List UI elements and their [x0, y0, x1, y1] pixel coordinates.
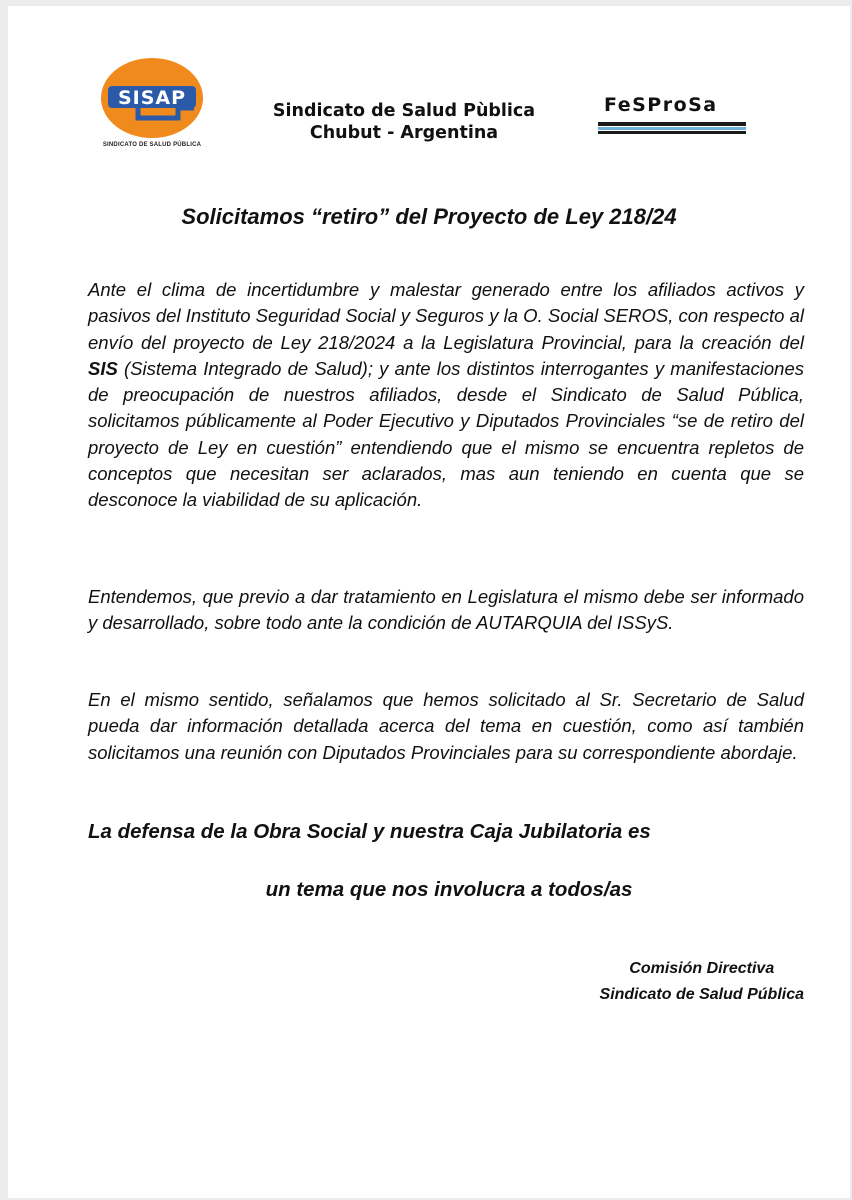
sisap-logo-text: SISAP [117, 87, 187, 109]
closing-line-2: un tema que nos involucra a todos/as [265, 878, 633, 901]
header-title [254, 100, 554, 144]
fesprosa-logo-text: FeSProSa [604, 94, 718, 116]
document-page [8, 6, 850, 1198]
document-title: Solicitamos “retiro” del Proyecto de Ley 218/24 [181, 204, 677, 229]
signature-line-1: Comisión Directiva [629, 960, 775, 977]
signature-block [600, 956, 804, 1008]
paragraph-1-bold: SIS [88, 357, 118, 379]
paragraph-1-text-a: Ante el clima de incertidumbre y malestar generado entre los afiliados activos y pasivos del Instituto Seguridad Social y Seguros y la O. Social SEROS, con respecto al envío del proyecto de Ley 218/2024 a la Legislatura Provincial, para la creación del [88, 279, 804, 353]
header-title-line1: Sindicato de Salud Pùblica [272, 101, 536, 121]
fesprosa-logo-bar [598, 122, 746, 126]
paragraph-1 [88, 277, 804, 514]
fesprosa-logo-bar [598, 127, 746, 130]
fesprosa-logo [598, 94, 746, 136]
sisap-emblem-icon [98, 56, 206, 142]
header-title-line2: Chubut - Argentina [309, 123, 499, 143]
paragraph-2: Entendemos, que previo a dar tratamiento en Legislatura el mismo debe ser informado y desarrollado, sobre todo ante la condición de AUTARQUIA del ISSyS. [88, 586, 804, 634]
fesprosa-logo-bar [598, 131, 746, 134]
sisap-logo-caption: SINDICATO DE SALUD PÚBLICA [102, 142, 202, 148]
sisap-logo [98, 56, 206, 156]
signature-line-2: Sindicato de Salud Pública [599, 986, 804, 1003]
paragraph-1-text-b: (Sistema Integrado de Salud); y ante los distintos interrogantes y manifestaciones de preocupación de nuestros afiliados, desde el Sindicato de Salud Pública, solicitamos públicamente al Poder Ejecutivo y Diputados Provinciales “se de retiro del proyecto de Ley en cuestión” entendiendo que el mismo se encuentra repletos de conceptos que necesitan ser aclarados, mas aun teniendo en cuenta que se desconoce la viabilidad de su aplicación. [88, 357, 804, 511]
closing-line-1: La defensa de la Obra Social y nuestra Caja Jubilatoria es [88, 820, 651, 843]
paragraph-3: En el mismo sentido, señalamos que hemos solicitado al Sr. Secretario de Salud pueda dar información detallada acerca del tema en cuestión, como así también solicitamos una reunión con Diputados Provinciales para su correspondiente abordaje. [88, 689, 804, 763]
